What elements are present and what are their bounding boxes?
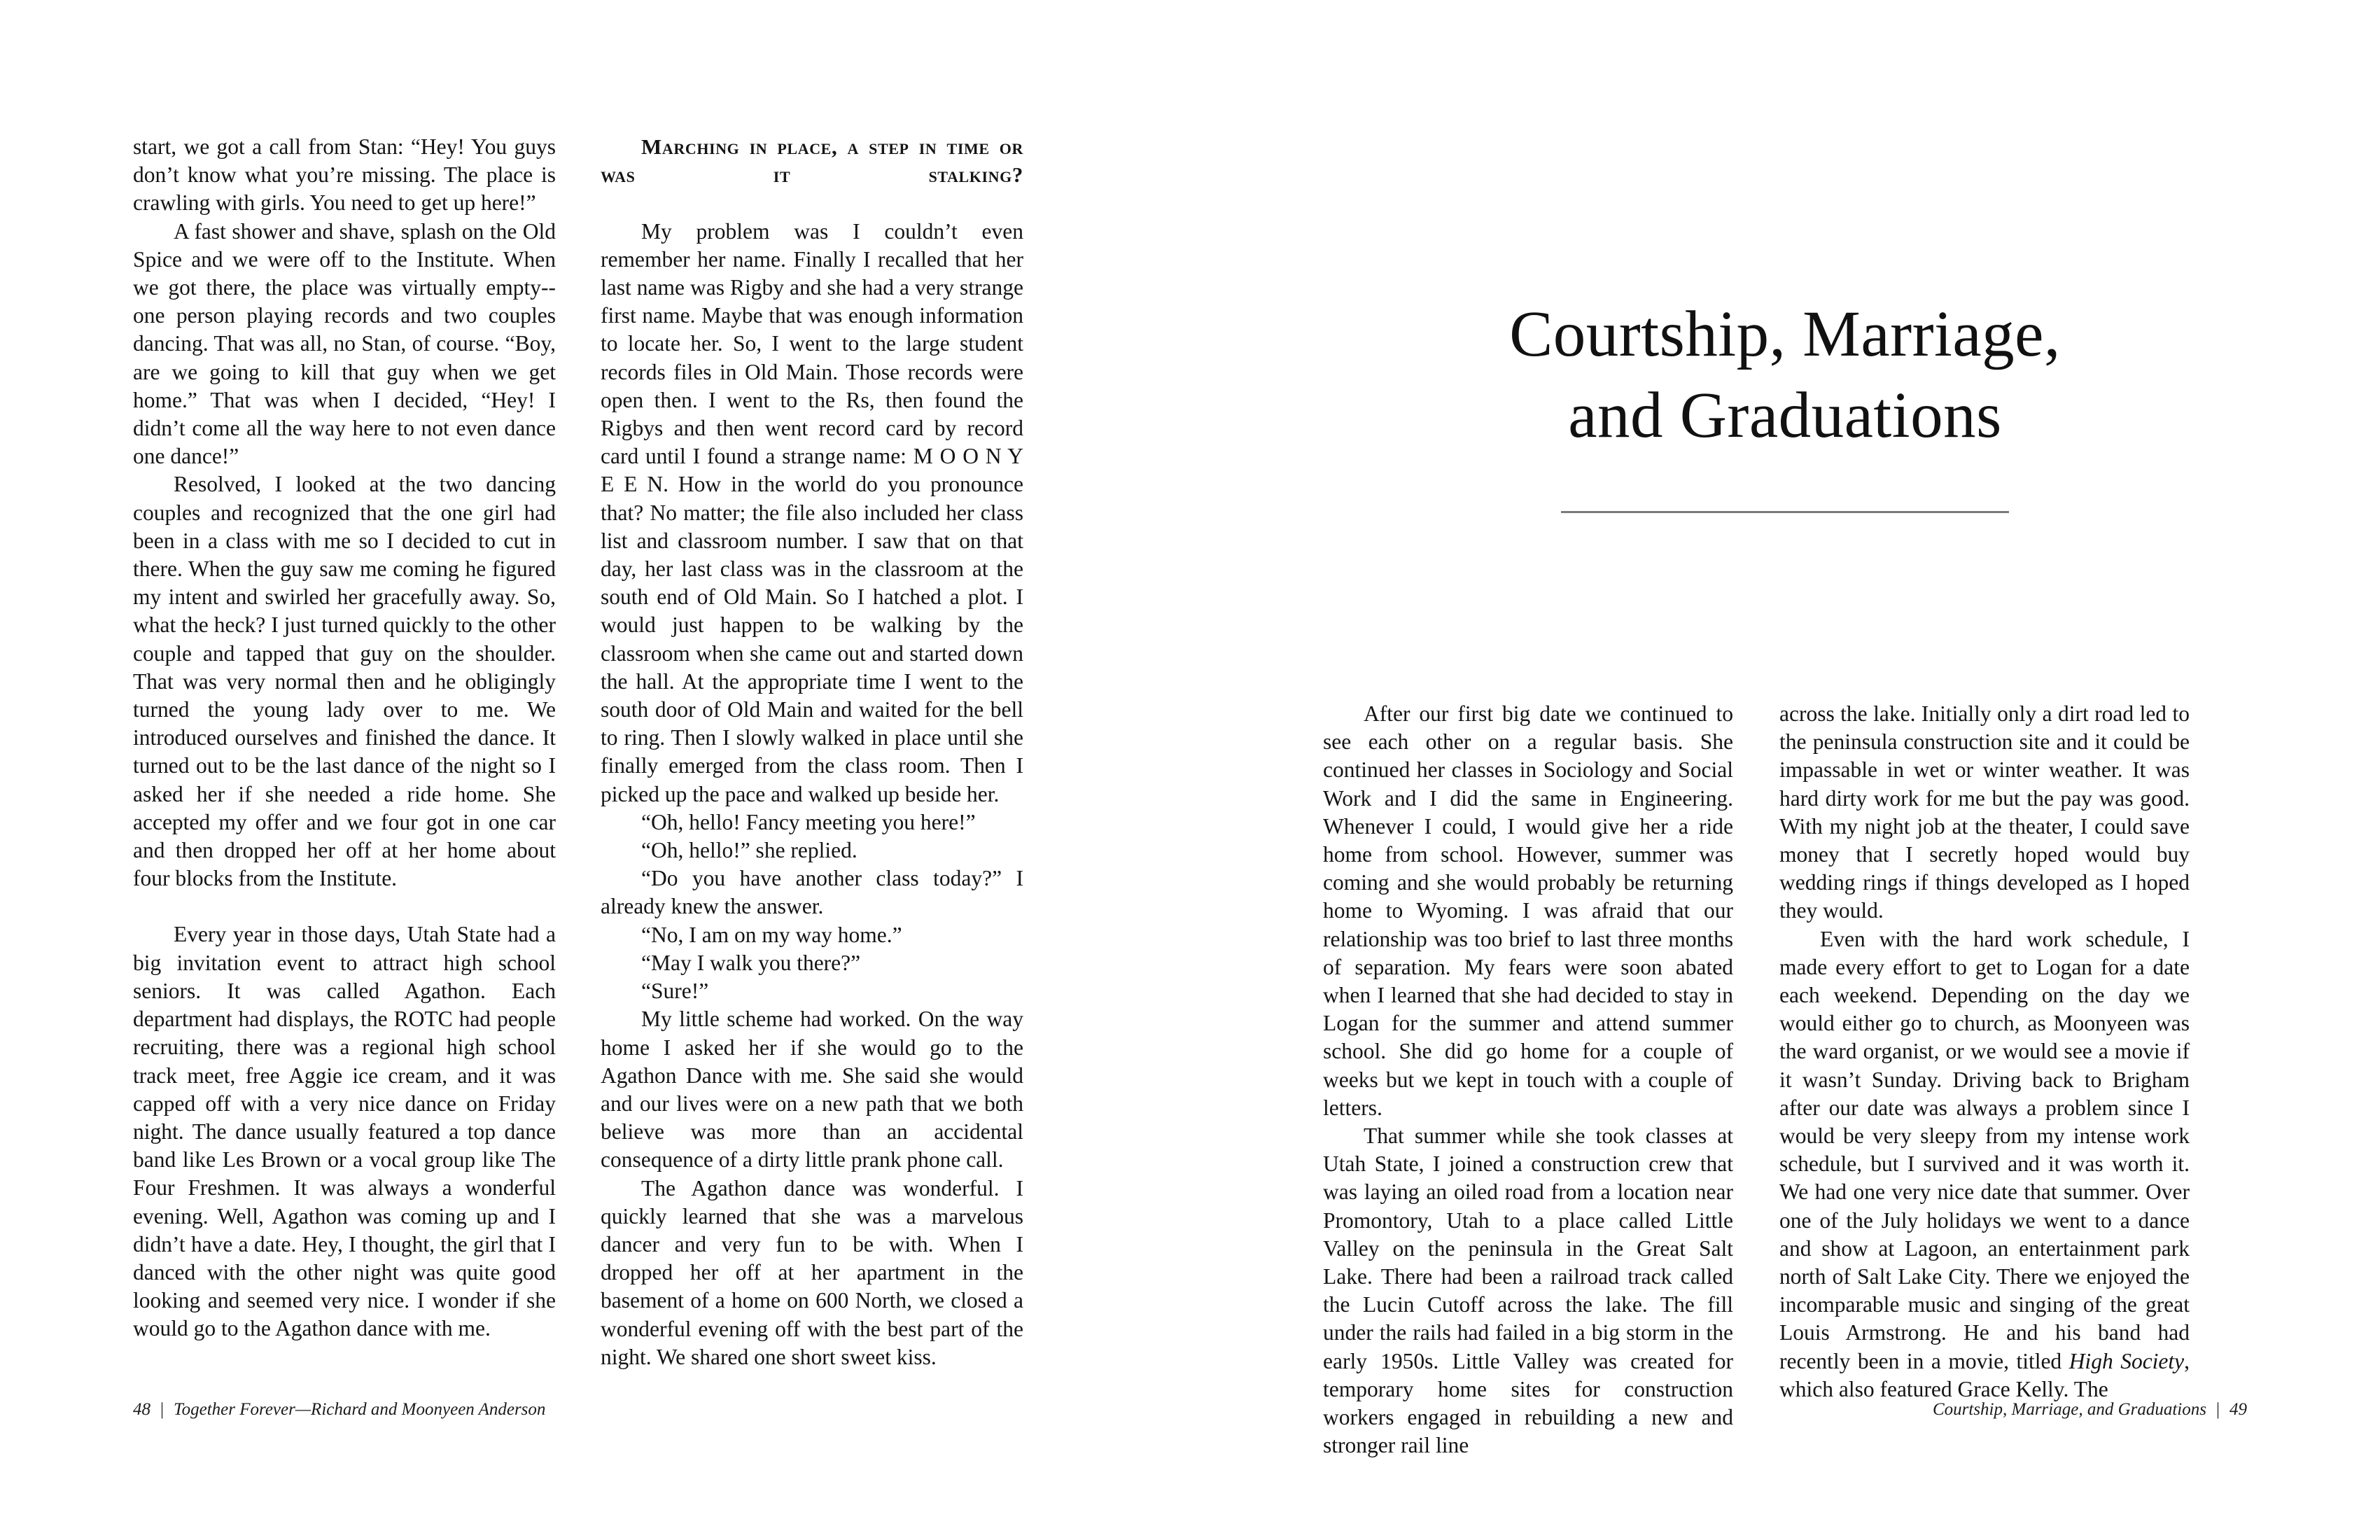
paragraph: Resolved, I looked at the two dancing couples and recognized that the one girl had been in a class with me so I decided to cut in there. When the guy saw me coming he figured my intent and swirled her gracefully away. So, what the heck? I just turned quickly to the other couple and tapped that guy on the shoulder. That was very normal then and he obligingly turned the young lady over to me. We introduced ourselves and finished the dance. It turned out to be the last dance of the night so I asked her if she needed a ride home. She accepted my offer and we four got in one car and then dropped her off at her home about four blocks from the Institute. (133, 472, 556, 891)
paragraph: After our first big date we continued to see each other on a regular basis. She continued her classes in Sociology and Social Work and I did the same in Engineering. Whenever I could, I would give her a ride home from school. However, summer was coming and she would probably be returning home to Wyoming. I was afraid that our relationship was too brief to last three months of separation. My fears were soon abated when I learned that she had decided to stay in Logan for the summer and attend summer school. She did go home for a couple of weeks but we kept in touch with a couple of letters. (1323, 701, 1733, 1120)
page-number: 48 (133, 1400, 150, 1419)
dialogue-line: “Sure!” (641, 979, 709, 1004)
paragraph-tail: , which also featured Grace Kelly. The (1779, 1348, 2190, 1401)
recto-page (1190, 0, 2380, 1540)
footer-separator: | (160, 1400, 164, 1419)
recto-column-1 (1323, 700, 1733, 1458)
verso-column-1 (133, 133, 556, 1410)
recto-running-footer (1933, 1399, 2247, 1421)
paragraph: My problem was I couldn’t even remember her name. Finally I recalled that her last name was Rigby and she had a very strange first name. Maybe that was enough information to locate her. So, I went to the large student records files in Old Main. Those records were open then. I went to the Rs, then found the Rigbys and then went record card by record card until I found a strange name: M O O N Y E E N. How in the world do you pronounce that? No matter; the file also included her class list and classroom number. I saw that on that day, her last class was in the classroom at the south end of Old Main. So I hatched a plot. I would just happen to be walking by the classroom when she came out and started down the hall. At the appropriate time I went to the south door of Old Main and waited for the bell to ring. Then I slowly walked in place until she finally emerged from the class room. Then I picked up the pace and walked up beside her. (601, 218, 1023, 806)
paragraph: A fast shower and shave, splash on the Old Spice and we were off to the Institute. When we got there, the place was virtually empty--one person playing records and two couples dancing. That was all, no Stan, of course. “Boy, are we going to kill that guy when we get home.” That was when I decided, “Hey! I didn’t come all the way here to not even dance one dance!” (133, 218, 556, 469)
chapter-title-footer: Courtship, Marriage, and Graduations (1932, 1400, 2206, 1419)
footer-separator: | (2216, 1400, 2220, 1419)
verso-text-area (133, 133, 1023, 1410)
paragraph: That summer while she took classes at Utah State, I joined a construction crew that was laying an oiled road from a location near Promontory, Utah to a place called Little Valley on the peninsula in the Great Salt Lake. There had been a railroad track called the Lucin Cutoff across the lake. The fill under the rails had failed in a big storm in the early 1950s. Little Valley was created for temporary home sites for construction workers engaged in rebuilding a new and stronger rail line (1323, 1124, 1733, 1458)
movie-title-part-2: Society (2120, 1348, 2185, 1373)
dialogue-line: “Oh, hello!” she replied. (641, 838, 858, 863)
book-title-footer: Together Forever—Richard and Moonyeen Anderson (174, 1400, 546, 1419)
paragraph: My little scheme had worked. On the way home I asked her if she would go to the Agathon Dance with me. She said she would and our lives were on a new path that we both believe was more than an accidental consequence of a dirty little prank phone call. (601, 1007, 1023, 1172)
paragraph: start, we got a call from Stan: “Hey! You guys don’t know what you’re missing. The place is crawling with girls. You need to get up here!” (133, 134, 556, 216)
recto-text-area (1323, 700, 2260, 1458)
dialogue-line: “May I walk you there?” (641, 950, 861, 975)
dialogue-line: “Do you have another class today?” I already knew the answer. (601, 866, 1023, 919)
recto-column-2 (1779, 700, 2190, 1410)
paragraph: across the lake. Initially only a dirt road led to the peninsula construction site and it could be impassable in wet or winter weather. It was hard dirty work for me but the pay was good. With my night job at the theater, I could save money that I secretly hoped would buy wedding rings if things developed as I hoped they would. (1779, 701, 2190, 923)
verso-column-2 (601, 133, 1023, 1410)
paragraph: Every year in those days, Utah State had a big invitation event to attract high school seniors. It was called Agathon. Each department had displays, the ROTC had people recruiting, there was a regional high school track meet, free Aggie ice cream, and it was capped off with a very nice dance on Friday night. The dance usually featured a top dance band like Les Brown or a vocal group like The Four Freshmen. It was always a wonderful evening. Well, Agathon was coming up and I didn’t have a date. Hey, I thought, the girl that I danced with the other night was quite good looking and seemed very nice. I wonder if she would go to the Agathon dance with me. (133, 922, 556, 1341)
movie-title-part-1: High (2068, 1348, 2113, 1373)
paragraph-text: Even with the hard work schedule, I made every effort to get to Logan for a date each weekend. Depending on the day we would either go to church, as Moonyeen was the ward organist, or we would see a movie if it wasn’t Sunday. Driving back to Brigham after our date was always a problem since I would be very sleepy from my intense work schedule, but I survived and it was worth it. We had one very nice date that summer. Over one of the July holidays we went to a dance and show at Lagoon, an entertainment park north of Salt Lake City. There we enjoyed the incomparable music and singing of the great Louis Armstrong. He and his band had recently been in a movie, titled (1779, 926, 2190, 1373)
dialogue-line: “Oh, hello! Fancy meeting you here!” (641, 809, 976, 834)
title-divider-rule (1561, 511, 2009, 513)
page-number: 49 (2230, 1400, 2247, 1419)
verso-running-footer (133, 1399, 545, 1421)
paragraph-with-title (1779, 925, 2190, 1404)
paragraph: The Agathon dance was wonderful. I quickly learned that she was a marvelous dancer and very fun to be with. When I dropped her off at her apartment in the basement of a home on 600 North, we closed a wonderful evening off with the best part of the night. We shared one short sweet kiss. (601, 1175, 1023, 1369)
chapter-title-block (1309, 294, 2261, 513)
dialogue-line: “No, I am on my way home.” (641, 922, 902, 947)
section-heading: Marching in place, a step in time or was it stalking? (601, 134, 1023, 188)
chapter-title-line-1: Courtship, Marriage, (1509, 298, 2061, 370)
chapter-title-line-2: and Graduations (1568, 379, 2002, 451)
